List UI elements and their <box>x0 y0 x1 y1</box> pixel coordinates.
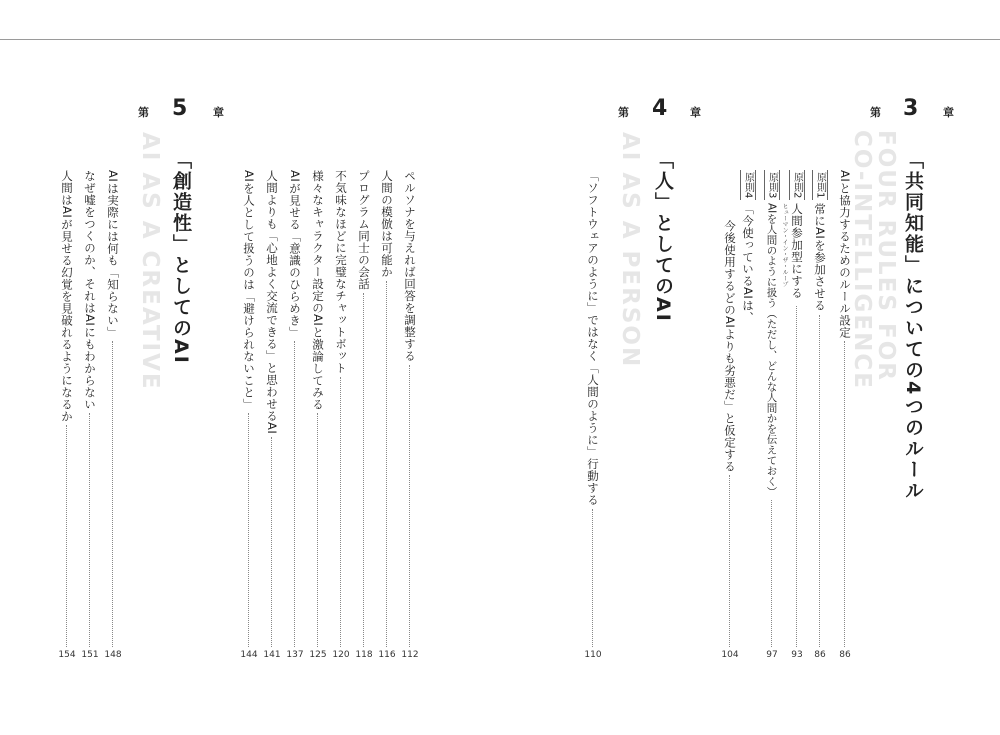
toc-entry-page: 137 <box>286 650 304 660</box>
toc-entry-text: 不気味なほどに完璧なチャットボット <box>334 170 348 374</box>
leader-dots <box>386 281 389 647</box>
toc-entry-text: プログラム同士の会話 <box>357 170 371 290</box>
toc-entry-page: 112 <box>401 650 419 660</box>
leader-dots <box>271 437 274 647</box>
chapter-subtitle-en: FOUR RULES FOR CO-INTELLIGENCE <box>849 130 899 390</box>
principle-tag: 原則1 <box>812 170 828 200</box>
toc-entry-page: 110 <box>584 650 602 660</box>
toc-entry[interactable] <box>82 170 98 660</box>
toc-entry-page: 116 <box>378 650 396 660</box>
leader-dots <box>112 341 115 647</box>
toc-entry-text: 「ソフトウェアのように」ではなく「人間のように」行動する <box>586 170 600 506</box>
toc-entry-text: 人間はAIが見せる幻覚を見破れるようになるか <box>60 170 74 423</box>
toc-entry-page: 104 <box>721 650 739 660</box>
chapter-subtitle-en: AI AS A PERSON <box>617 132 643 369</box>
leader-dots <box>248 413 251 647</box>
chapter-number: 3 <box>903 96 919 121</box>
chapter-label-pre: 第 <box>870 106 881 119</box>
toc-entry-text: 常にAIを参加させる <box>813 203 827 312</box>
toc-entry[interactable] <box>287 170 303 660</box>
toc-entry[interactable] <box>264 170 280 660</box>
toc-entry-text: 様々なキャラクター設定のAIと激論してみる <box>311 170 325 411</box>
toc-entry-page: 154 <box>58 650 76 660</box>
toc-entry-page: 141 <box>263 650 281 660</box>
leader-dots <box>294 341 297 647</box>
toc-entry-page: 148 <box>104 650 122 660</box>
toc-entry-page: 144 <box>240 650 258 660</box>
toc-entry-text: 人間参加型にする <box>790 203 804 300</box>
leader-dots <box>66 425 69 647</box>
toc-entry-text: 人間よりも「心地よく交流できる」と思わせるAI <box>265 170 279 435</box>
toc-entry-text: AIは実際には何も「知らない」 <box>106 170 120 339</box>
leader-dots <box>363 293 366 647</box>
toc-entry-page: 97 <box>766 650 778 660</box>
leader-dots <box>317 413 320 647</box>
toc-entry[interactable] <box>379 170 395 660</box>
leader-dots <box>340 377 343 647</box>
chapter-title: 「人」としてのAI <box>652 150 674 323</box>
chapter-number: 4 <box>652 96 668 121</box>
principle-tag: 原則4 <box>740 170 756 200</box>
toc-entry-page: 86 <box>814 650 826 660</box>
toc-entry[interactable] <box>105 170 121 660</box>
chapter-label-post: 章 <box>213 106 224 119</box>
chapter-label-pre: 第 <box>618 106 629 119</box>
toc-entry-text: AIを人として扱うのは「避けられないこと」 <box>242 170 256 411</box>
toc-entry-text: なぜ嘘をつくのか、それはAIにもわからない <box>83 170 97 411</box>
toc-entry-page: 151 <box>81 650 99 660</box>
toc-entry-page: 93 <box>791 650 803 660</box>
toc-entry-page: 120 <box>332 650 350 660</box>
chapter-number: 5 <box>172 96 188 121</box>
chapter-title: 「共同知能」についての4つのルール <box>902 150 924 502</box>
toc-entry[interactable] <box>356 170 372 660</box>
toc-entry[interactable] <box>333 170 349 660</box>
toc-entry-text: 「今使っているAIは、 <box>741 203 755 324</box>
chapter-label-pre: 第 <box>138 106 149 119</box>
leader-dots <box>89 413 92 647</box>
principle-tag: 原則2 <box>789 170 805 200</box>
toc-entry-text: AIと協力するためのルール設定 <box>838 170 852 339</box>
chapter-subtitle-en: AI AS A CREATIVE <box>137 132 163 391</box>
toc-entry-text: ペルソナを与えれば回答を調整する <box>403 170 417 362</box>
chapter-label-post: 章 <box>943 106 954 119</box>
chapter-label-post: 章 <box>690 106 701 119</box>
toc-entry-page: 125 <box>309 650 327 660</box>
toc-entry[interactable] <box>59 170 75 660</box>
toc-entry[interactable] <box>310 170 326 660</box>
toc-entry-text: 人間の模倣は可能か <box>380 170 394 278</box>
toc-entry-page: 86 <box>839 650 851 660</box>
toc-entry-text-2: 今後使用するどのAIよりも劣悪だ」と仮定する <box>723 220 737 473</box>
chapter-title: 「創造性」としてのAI <box>170 150 192 365</box>
leader-dots <box>409 365 412 647</box>
toc-entry[interactable] <box>241 170 257 660</box>
toc-entry-page: 118 <box>355 650 373 660</box>
toc-entry-text: AIが見せる「意識のひらめき」 <box>288 170 302 339</box>
ruby-annotation: ヒューマン・イン・ザ・ループ <box>781 203 788 288</box>
toc-entry-text: AIを人間のように扱う（ただし、どんな人間かを伝えておく） <box>765 203 778 498</box>
toc-entry[interactable] <box>402 170 418 660</box>
principle-tag: 原則3 <box>764 170 780 200</box>
